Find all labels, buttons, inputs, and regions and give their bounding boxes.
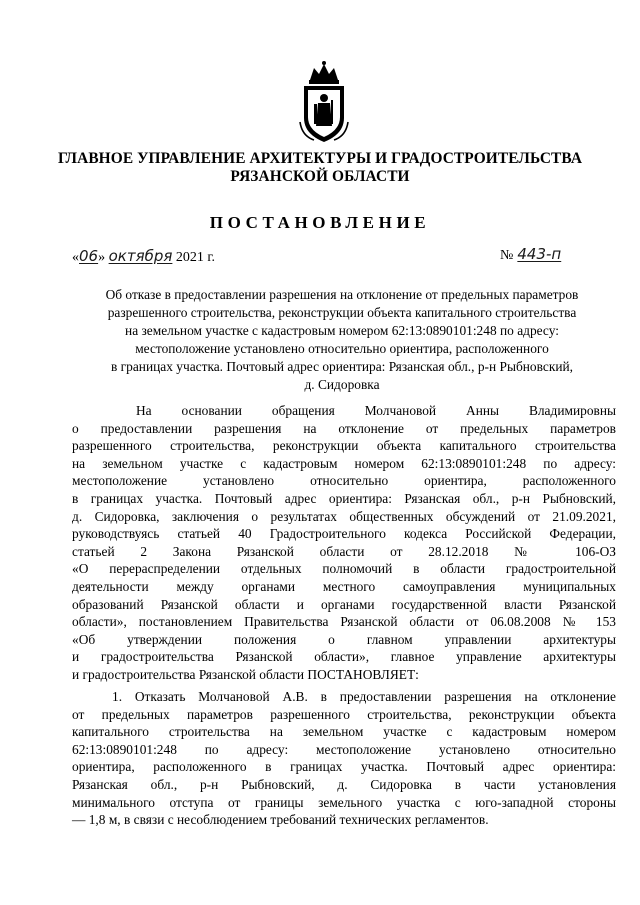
- document-number: [500, 245, 603, 264]
- org-name-line2: РЯЗАНСКОЙ ОБЛАСТИ: [230, 168, 410, 185]
- preamble-line: о предоставлении разрешения на отклонение от предельных параметров: [72, 420, 616, 436]
- preamble-line: статьей 2 Закона Рязанской области от 28.12.2018 № 106-ОЗ: [72, 543, 616, 559]
- preamble-line: «О перераспределении отдельных полномочий в области градостроительной: [72, 561, 616, 577]
- number-label: №: [500, 248, 514, 263]
- preamble-line: «Об утверждении положения о главном управлении архитектуры: [72, 631, 616, 647]
- org-name-line1: ГЛАВНОЕ УПРАВЛЕНИЕ АРХИТЕКТУРЫ И ГРАДОСТРОИТЕЛЬСТВА: [57, 150, 583, 167]
- date-open-quote: «: [72, 250, 79, 265]
- subject-line: Об отказе в предоставлении разрешения на отклонение от предельных параметров: [105, 287, 579, 302]
- ryazan-coat-of-arms-icon: [296, 60, 352, 144]
- preamble-line: местоположение установлено относительно ориентира, расположенного: [72, 473, 616, 489]
- item-1-line: ориентира, расположенного в границах участка. Почтовый адрес ориентира:: [72, 759, 616, 775]
- subject-line: на земельном участке с кадастровым номером 62:13:0890101:248 по адресу:: [125, 323, 559, 338]
- preamble-paragraph: [72, 402, 616, 684]
- item-1-line: минимального отступа от границы земельного участка с юго-западной стороны: [72, 794, 616, 810]
- preamble-line: области», постановлением Правительства Рязанской области от 06.08.2008 № 153: [72, 614, 616, 630]
- document-subject: [72, 286, 612, 394]
- date-month: октября: [108, 247, 173, 265]
- subject-line: д. Сидоровка: [304, 377, 380, 392]
- preamble-line: На основании обращения Молчановой Анны Владимировны: [136, 403, 616, 418]
- item-1-line: капитального строительства на земельном участке с кадастровым номером: [72, 724, 616, 740]
- item-1-line: — 1,8 м, в связи с несоблюдением требований технических регламентов.: [72, 812, 489, 828]
- subject-line: в границах участка. Почтовый адрес ориентира: Рязанская обл., р-н Рыбновский,: [110, 359, 573, 374]
- item-1-line: 1. Отказать Молчановой А.В. в предоставлении разрешения на отклонение: [112, 689, 616, 704]
- subject-line: местоположение установлено относительно ориентира, расположенного: [135, 341, 549, 356]
- preamble-line: руководствуясь статьей 40 Градостроительного кодекса Российской Федерации,: [72, 526, 616, 542]
- item-1-paragraph: [72, 688, 616, 829]
- preamble-line: в границах участка. Почтовый адрес ориентира: Рязанская обл., р-н Рыбновский,: [72, 490, 616, 506]
- date-close-quote: »: [98, 250, 106, 265]
- item-1-line: от предельных параметров разрешенного строительства, реконструкции объекта: [72, 706, 616, 722]
- number-value: 443-п: [517, 245, 562, 263]
- subject-line: разрешенного строительства, реконструкции объекта капитального строительства: [107, 305, 577, 320]
- document-title: ПОСТАНОВЛЕНИЕ: [209, 213, 431, 232]
- preamble-line: на земельном участке с кадастровым номером 62:13:0890101:248 по адресу:: [72, 455, 616, 471]
- date-year: 2021 г.: [175, 250, 216, 265]
- preamble-line: и градостроительства Рязанской области ПОСТАНОВЛЯЕТ:: [72, 666, 419, 682]
- preamble-line: образований Рязанской области и органами государственной власти Рязанской: [72, 596, 616, 612]
- preamble-line: разрешенного строительства, реконструкции объекта капитального строительства: [72, 438, 616, 454]
- preamble-line: д. Сидоровка, заключения о результатах общественных обсуждений от 21.09.2021,: [72, 508, 616, 524]
- preamble-line: и градостроительства Рязанской области», главное управление архитектуры: [72, 649, 616, 665]
- preamble-line: деятельности между органами местного самоуправления муниципальных: [72, 578, 616, 594]
- date-day: 06: [79, 247, 99, 265]
- item-1-line: 62:13:0890101:248 по адресу: местоположение установлено относительно: [72, 741, 616, 757]
- document-date: [72, 247, 215, 266]
- item-1-line: Рязанская обл., р-н Рыбновский, д. Сидоровка в части установления: [72, 776, 616, 792]
